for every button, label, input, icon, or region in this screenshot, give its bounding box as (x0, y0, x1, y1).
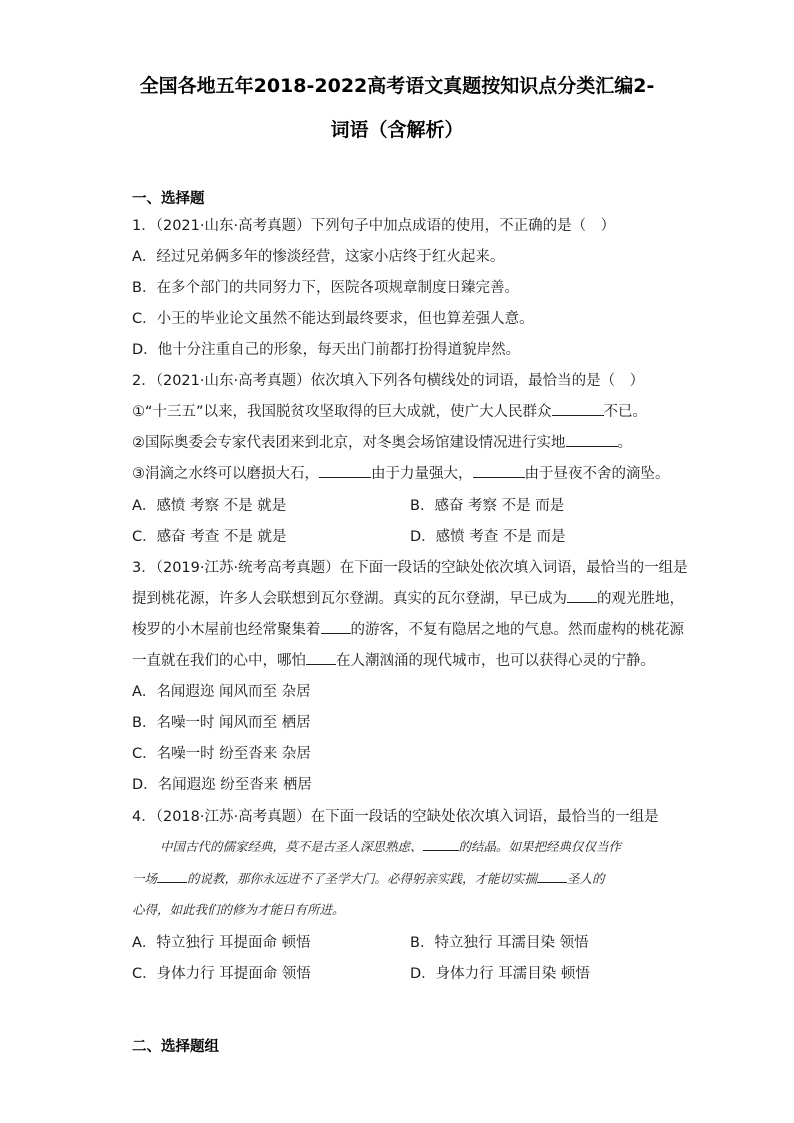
question-2-sentence-2 (132, 431, 632, 452)
document-title-line-1: 全国各地五年2018-2022高考语文真题按知识点分类汇编2- (139, 75, 655, 97)
passage-text: 一场 (132, 871, 158, 886)
passage-text: 梭罗的小木屋前也经常聚集着 (132, 622, 321, 638)
question-4-option-c: C．身体力行 耳提面命 领悟 (132, 966, 311, 982)
question-3-passage-line-2 (132, 618, 684, 639)
sentence-text: ③涓滴之水终可以磨损大石， (132, 466, 319, 482)
fill-blank (423, 837, 459, 851)
fill-blank (537, 869, 567, 883)
question-1-stem: 1．（2021·山东·高考真题）下列句子中加点成语的使用，不正确的是（ ） (132, 218, 616, 234)
passage-text: 提到桃花源，许多人会联想到瓦尔登湖。真实的瓦尔登湖，早已成为 (132, 591, 567, 607)
question-2-stem: 2．（2021·山东·高考真题）依次填入下列各句横线处的词语，最恰当的是（ ） (132, 373, 645, 389)
fill-blank (567, 589, 597, 603)
fill-blank (566, 433, 618, 447)
question-4-stem: 4．（2018·江苏·高考真题）在下面一段话的空缺处依次填入词语，最恰当的一组是 (132, 809, 659, 825)
question-3-option-d: D．名闻遐迩 纷至沓来 栖居 (132, 777, 312, 793)
question-1-option-a: A．经过兄弟俩多年的惨淡经营，这家小店终于红火起来。 (132, 249, 505, 265)
section-heading-choice-group: 二、选择题组 (132, 1039, 219, 1055)
question-3-passage-line-3 (132, 649, 655, 670)
fill-blank (321, 620, 351, 634)
question-2-option-a: A．感愤 考察 不是 就是 (132, 498, 287, 514)
document-title-line-2: 词语（含解析） (330, 119, 464, 141)
question-4-option-d: D．身体力行 耳濡目染 顿悟 (410, 966, 590, 982)
sentence-text: 由于力量强大， (371, 466, 473, 482)
sentence-text: ①“十三五”以来，我国脱贫攻坚取得的巨大成就，使广大人民群众 (132, 404, 552, 420)
sentence-text: ②国际奥委会专家代表团来到北京，对冬奥会场馆建设情况进行实地 (132, 435, 566, 451)
question-2-sentence-3 (132, 462, 670, 483)
question-1-option-b: B．在多个部门的共同努力下，医院各项规章制度日臻完善。 (132, 280, 519, 296)
section-heading-choice: 一、选择题 (132, 191, 205, 207)
passage-text: 的结晶。如果把经典仅仅当作 (458, 839, 622, 854)
passage-text: 一直就在我们的心中，哪怕 (132, 653, 306, 669)
passage-text: 的说教，那你永远进不了圣学大门。必得躬亲实践，才能切实揣 (187, 871, 538, 886)
fill-blank (306, 651, 336, 665)
question-4-option-a: A．特立独行 耳提面命 顿悟 (132, 935, 311, 951)
question-3-option-a: A．名闻遐迩 闻风而至 杂居 (132, 684, 311, 700)
question-3-option-b: B．名噪一时 闻风而至 栖居 (132, 715, 311, 731)
question-1-option-d: D．他十分注重自己的形象，每天出门前都打扮得道貌岸然。 (132, 342, 521, 358)
fill-blank (319, 464, 371, 478)
question-4-passage-line-2 (132, 869, 605, 887)
sentence-text: 不已。 (603, 404, 648, 420)
question-4-passage-line-1 (160, 837, 621, 855)
question-2-option-b: B．感奋 考察 不是 而是 (410, 498, 565, 514)
question-2-option-d: D．感愤 考查 不是 而是 (410, 529, 566, 545)
question-4-passage-line-3: 心得，如此我们的修为才能日有所进。 (132, 902, 345, 917)
sentence-text: 由于昼夜不舍的滴坠。 (524, 466, 670, 482)
question-3-option-c: C．名噪一时 纷至沓来 杂居 (132, 746, 311, 762)
question-2-option-c: C．感奋 考查 不是 就是 (132, 529, 287, 545)
passage-text: 在人潮汹涌的现代城市，也可以获得心灵的宁静。 (336, 653, 655, 669)
passage-text: 圣人的 (567, 871, 605, 886)
sentence-text: 。 (617, 435, 632, 451)
question-3-stem: 3．（2019·江苏·统考高考真题）在下面一段话的空缺处依次填入词语，最恰当的一组是 (132, 560, 688, 576)
passage-text: 的游客，不复有隐居之地的气息。然而虚构的桃花源 (350, 622, 684, 638)
question-3-passage-line-1 (132, 587, 684, 608)
passage-text: 中国古代的儒家经典，莫不是古圣人深思熟虑、 (160, 839, 423, 854)
passage-text: 的观光胜地， (597, 591, 684, 607)
question-4-option-b: B．特立独行 耳濡目染 领悟 (410, 935, 589, 951)
fill-blank (552, 402, 604, 416)
question-1-option-c: C．小王的毕业论文虽然不能达到最终要求，但也算差强人意。 (132, 311, 534, 327)
question-2-sentence-1 (132, 400, 647, 421)
fill-blank (473, 464, 525, 478)
fill-blank (157, 869, 187, 883)
